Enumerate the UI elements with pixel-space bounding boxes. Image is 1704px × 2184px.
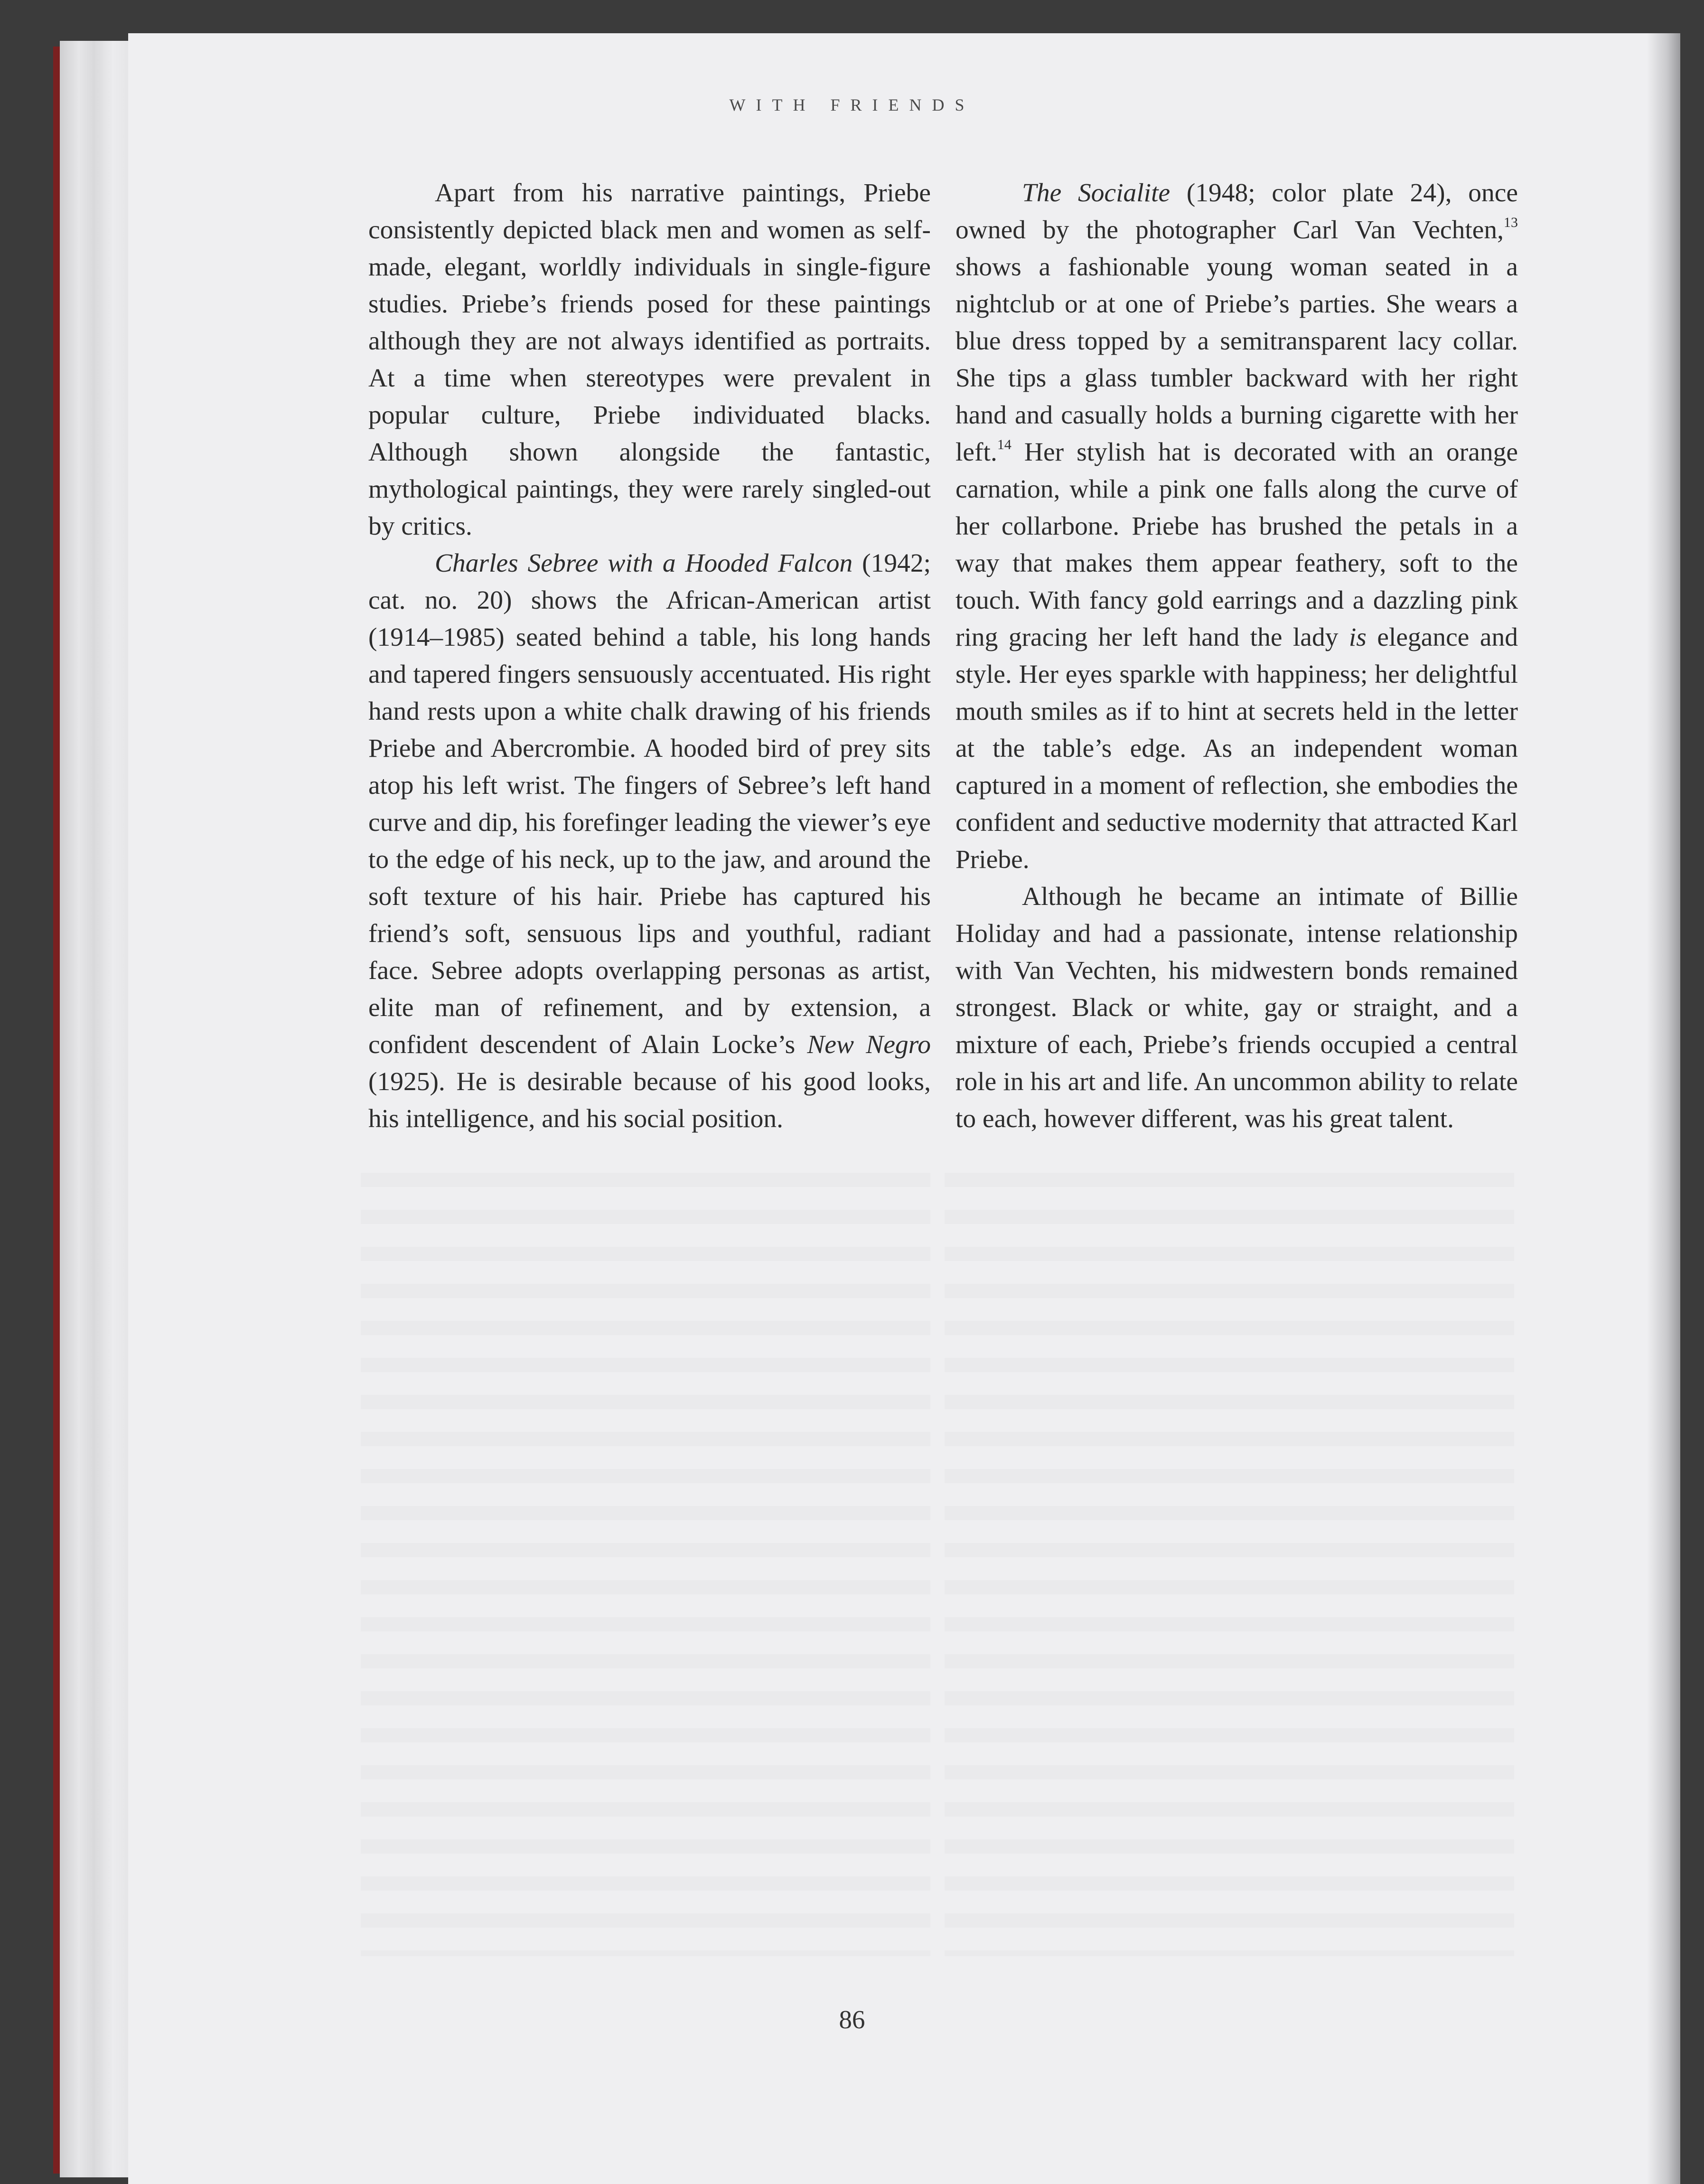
artwork-title: Charles Sebree with a Hooded Falcon (435, 549, 853, 578)
book-title: New Negro (807, 1030, 931, 1059)
gutter-shadow (1647, 33, 1680, 2184)
left-column (368, 175, 931, 1138)
paragraph-text: elegance and style. Her eyes sparkle with happiness; her delightful mouth smiles as if to hint at secrets held in the letter at the table’s edge. As an independent woman captured in a moment of reflection, she embodies the confident and seductive modernity that attracted Karl Priebe. (955, 623, 1518, 874)
paragraph (955, 175, 1518, 878)
show-through-left (361, 1173, 930, 1956)
emphasis: is (1348, 623, 1367, 652)
footnote-marker[interactable]: 14 (997, 437, 1011, 452)
paragraph (368, 175, 931, 545)
book-cover-edge (53, 47, 60, 2174)
page-stack-edge (60, 41, 136, 2177)
footnote-marker[interactable]: 13 (1504, 215, 1518, 230)
paragraph-text: Her stylish hat is decorated with an orange carnation, while a pink one falls along the curve of her collarbone. Priebe has brushed the petals in a way that makes them appear feathery, soft to the touch. With fancy gold earrings and a dazzling pink ring gracing her left hand the lady (955, 438, 1518, 652)
paragraph (368, 545, 931, 1138)
paragraph-text: (1948; color plate 24), once owned by the photographer Carl Van Vechten, (955, 179, 1518, 245)
page-number: 86 (839, 2005, 865, 2034)
show-through-right (945, 1173, 1514, 1956)
running-head: WITH FRIENDS (729, 95, 975, 114)
paragraph-text: (1925). He is desirable because of his good looks, his intelligence, and his social position. (368, 1067, 931, 1133)
paragraph-text: shows a fashionable young woman seated in a nightclub or at one of Priebe’s parties. She wears a blue dress topped by a semitransparent lacy collar. She tips a glass tumbler backward with her right hand and casually holds a burning cigarette with her left. (955, 253, 1518, 467)
paragraph-text: Apart from his narrative paintings, Priebe consistently depicted black men and women as self-made, elegant, worldly individuals in single-figure studies. Priebe’s friends posed for these paintings although they are not always identified as portraits. At a time when stereotypes were prevalent in popular culture, Priebe individuated blacks. Although shown alongside the fantastic, mythological paintings, they were rarely singled-out by critics. (368, 179, 931, 541)
artwork-title: The Socialite (1022, 179, 1170, 207)
paragraph (955, 878, 1518, 1138)
paragraph-text: (1942; cat. no. 20) shows the African-American artist (1914–1985) seated behind a table, his long hands and tapered fingers sensuously accentuated. His right hand rests upon a white chalk drawing of his friends Priebe and Abercrombie. A hooded bird of prey sits atop his left wrist. The fingers of Sebree’s left hand curve and dip, his forefinger leading the viewer’s eye to the edge of his neck, up to the jaw, and around the soft texture of his hair. Priebe has captured his friend’s soft, sensuous lips and youthful, radiant face. Sebree adopts overlapping personas as artist, elite man of refinement, and by extension, a confident descendent of Alain Locke’s (368, 549, 931, 1059)
paragraph-text: Although he became an intimate of Billie Holiday and had a passionate, intense relationship with Van Vechten, his midwestern bonds remained strongest. Black or white, gay or straight, and a mixture of each, Priebe’s friends occupied a central role in his art and life. An uncommon ability to relate to each, however different, was his great talent. (955, 882, 1518, 1133)
right-column (955, 175, 1518, 1138)
